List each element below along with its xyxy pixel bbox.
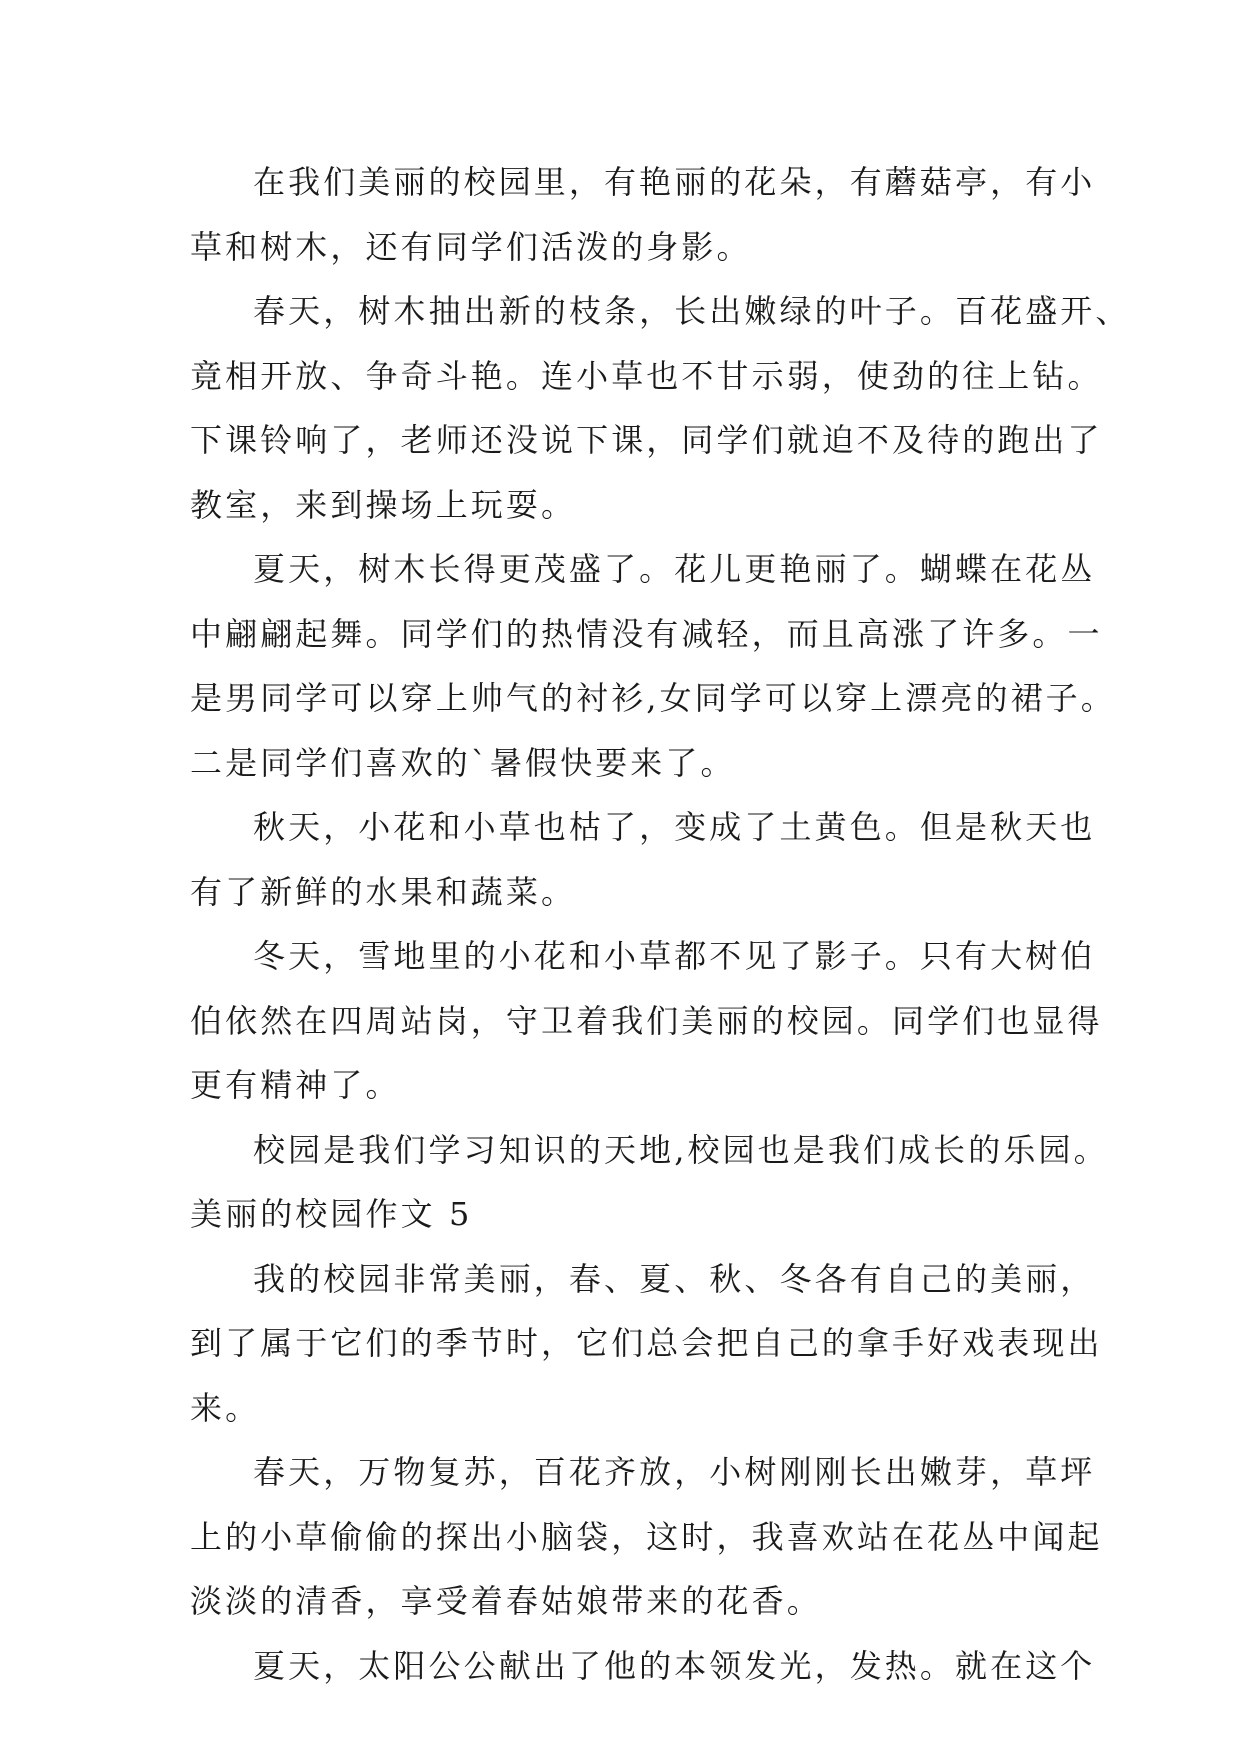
paragraph-line: 我的校园非常美丽，春、夏、秋、冬各有自己的美丽， <box>253 1260 1096 1298</box>
paragraph-line: 夏天，树木长得更茂盛了。花儿更艳丽了。蝴蝶在花丛 <box>253 550 1096 588</box>
paragraph-line: 在我们美丽的校园里，有艳丽的花朵，有蘑菇亭，有小 <box>253 163 1096 201</box>
paragraph-line: 教室，来到操场上玩耍。 <box>190 486 577 524</box>
paragraph-line: 秋天，小花和小草也枯了，变成了土黄色。但是秋天也 <box>253 808 1096 846</box>
paragraph-line: 到了属于它们的季节时，它们总会把自己的拿手好戏表现出 <box>190 1324 1103 1362</box>
paragraph-line: 二是同学们喜欢的`暑假快要来了。 <box>190 744 736 782</box>
paragraph-line: 春天，万物复苏，百花齐放，小树刚刚长出嫩芽，草坪 <box>253 1453 1096 1491</box>
paragraph-line: 竟相开放、争奇斗艳。连小草也不甘示弱，使劲的往上钻。 <box>190 357 1103 395</box>
paragraph-line: 校园是我们学习知识的天地,校园也是我们成长的乐园。 <box>253 1131 1109 1169</box>
paragraph-line: 中翩翩起舞。同学们的热情没有减轻，而且高涨了许多。一 <box>190 615 1103 653</box>
paragraph-line: 草和树木，还有同学们活泼的身影。 <box>190 228 752 266</box>
paragraph-line: 春天，树木抽出新的枝条，长出嫩绿的叶子。百花盛开、 <box>253 292 1131 330</box>
paragraph-line: 来。 <box>190 1389 261 1427</box>
paragraph-line: 是男同学可以穿上帅气的衬衫,女同学可以穿上漂亮的裙子。 <box>190 679 1116 717</box>
paragraph-line: 冬天，雪地里的小花和小草都不见了影子。只有大树伯 <box>253 937 1096 975</box>
paragraph-line: 更有精神了。 <box>190 1066 401 1104</box>
paragraph-line: 有了新鲜的水果和蔬菜。 <box>190 873 577 911</box>
paragraph-line: 下课铃响了，老师还没说下课，同学们就迫不及待的跑出了 <box>190 421 1103 459</box>
paragraph-line: 伯依然在四周站岗，守卫着我们美丽的校园。同学们也显得 <box>190 1002 1103 1040</box>
paragraph-line: 淡淡的清香，享受着春姑娘带来的花香。 <box>190 1582 822 1620</box>
paragraph-line: 夏天，太阳公公献出了他的本领发光，发热。就在这个 <box>253 1647 1096 1685</box>
paragraph-line: 上的小草偷偷的探出小脑袋，这时，我喜欢站在花丛中闻起 <box>190 1518 1103 1556</box>
section-heading: 美丽的校园作文 5 <box>190 1195 473 1233</box>
